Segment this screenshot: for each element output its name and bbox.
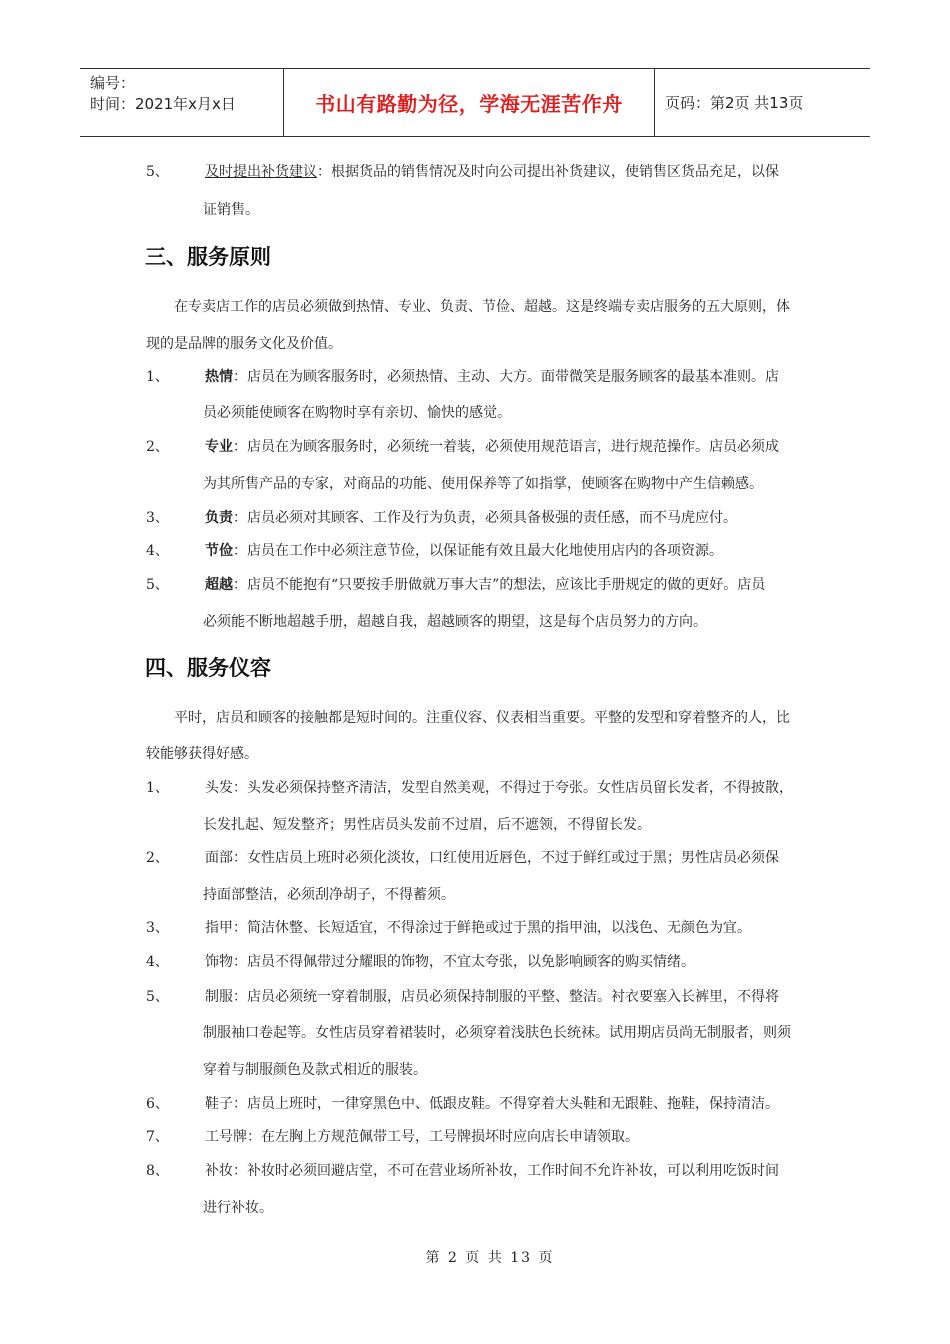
list-term: 节俭 bbox=[205, 543, 233, 559]
list-text: 长发扎起、短发整齐；男性店员头发前不过眉，后不遮领，不得留长发。 bbox=[203, 817, 651, 833]
section-heading: 四、服务仪容 bbox=[145, 656, 271, 680]
list-number: 7、 bbox=[146, 1129, 169, 1145]
list-text: 工号牌：在左胸上方规范佩带工号，工号牌损坏时应向店长申请领取。 bbox=[205, 1129, 639, 1145]
list-number: 3、 bbox=[146, 920, 169, 936]
list-number: 4、 bbox=[146, 543, 169, 559]
paragraph-text: 在专卖店工作的店员必须做到热情、专业、负责、节俭、超越。这是终端专卖店服务的五大原则，体 bbox=[174, 299, 790, 315]
paragraph-text: 平时，店员和顾客的接触都是短时间的。注重仪容、仪表相当重要。平整的发型和穿着整齐的人，比 bbox=[174, 710, 790, 726]
list-text: 穿着与制服颜色及款式相近的服装。 bbox=[203, 1062, 427, 1078]
list-text: 为其所售产品的专家，对商品的功能、使用保养等了如指掌，使顾客在购物中产生信赖感。 bbox=[203, 476, 763, 492]
list-text: ：店员在为顾客服务时，必须热情、主动、大方。面带微笑是服务顾客的最基本准则。店 bbox=[233, 369, 779, 385]
list-term: 负责 bbox=[205, 510, 233, 526]
list-term: 专业 bbox=[205, 439, 233, 455]
list-text: 补妆：补妆时必须回避店堂，不可在营业场所补妆，工作时间不允许补妆，可以利用吃饭时间 bbox=[205, 1163, 779, 1179]
list-number: 8、 bbox=[146, 1163, 169, 1179]
list-number: 5、 bbox=[146, 989, 169, 1005]
list-text: 持面部整洁，必须刮净胡子，不得蓄须。 bbox=[203, 887, 455, 903]
list-number: 2、 bbox=[146, 439, 169, 455]
list-number: 4、 bbox=[146, 954, 169, 970]
list-text: 鞋子：店员上班时，一律穿黑色中、低跟皮鞋。不得穿着大头鞋和无跟鞋、拖鞋，保持清洁。 bbox=[205, 1096, 779, 1112]
page-footer: 第 2 页 共 13 页 bbox=[425, 1250, 555, 1266]
list-text: 面部：女性店员上班时必须化淡妆，口红使用近唇色，不过于鲜红或过于黑；男性店员必须保 bbox=[205, 850, 779, 866]
document-number-label: 编号： bbox=[90, 74, 136, 92]
list-text: ：店员必须对其顾客、工作及行为负责，必须具备极强的责任感，而不马虎应付。 bbox=[233, 510, 737, 526]
list-text: 必须能不断地超越手册，超越自我，超越顾客的期望，这是每个店员努力的方向。 bbox=[203, 614, 707, 630]
list-text: ：店员在工作中必须注意节俭，以保证能有效且最大化地使用店内的各项资源。 bbox=[233, 543, 723, 559]
list-text: ：店员不能抱有“只要按手册做就万事大吉”的想法，应该比手册规定的做的更好。店员 bbox=[233, 577, 766, 593]
list-text: 制服：店员必须统一穿着制服，店员必须保持制服的平整、整洁。衬衣要塞入长裤里，不得将 bbox=[205, 989, 779, 1005]
header-motto: 书山有路勤为径，学海无涯苦作舟 bbox=[283, 69, 655, 136]
section-heading: 三、服务原则 bbox=[145, 245, 271, 269]
list-text: ：店员在为顾客服务时，必须统一着装，必须使用规范语言，进行规范操作。店员必须成 bbox=[233, 439, 779, 455]
page-header bbox=[80, 68, 870, 137]
header-page-number: 页码：第2页 共13页 bbox=[665, 94, 804, 112]
list-text: ：根据货品的销售情况及时向公司提出补货建议，使销售区货品充足，以保 bbox=[317, 164, 779, 180]
list-text: 指甲：简洁休整、长短适宜，不得涂过于鲜艳或过于黑的指甲油，以浅色、无颜色为宜。 bbox=[205, 920, 751, 936]
list-text: 头发：头发必须保持整齐清洁，发型自然美观，不得过于夸张。女性店员留长发者，不得披散， bbox=[205, 780, 793, 796]
list-number: 3、 bbox=[146, 510, 169, 526]
list-term: 热情 bbox=[205, 369, 233, 385]
list-text: 证销售。 bbox=[203, 202, 259, 218]
list-text: 员必须能使顾客在购物时享有亲切、愉快的感觉。 bbox=[203, 405, 511, 421]
list-number: 2、 bbox=[146, 850, 169, 866]
list-number: 6、 bbox=[146, 1096, 169, 1112]
list-number: 5、 bbox=[146, 164, 169, 180]
list-number: 5、 bbox=[146, 577, 169, 593]
list-text: 进行补妆。 bbox=[203, 1200, 273, 1216]
list-term: 及时提出补货建议 bbox=[205, 164, 317, 180]
paragraph-text: 现的是品牌的服务文化及价值。 bbox=[146, 336, 342, 352]
document-date-label: 时间：2021年x月x日 bbox=[90, 95, 236, 113]
paragraph-text: 较能够获得好感。 bbox=[146, 746, 258, 762]
header-meta-cell bbox=[80, 69, 283, 136]
list-text: 制服袖口卷起等。女性店员穿着裙装时，必须穿着浅肤色长统袜。试用期店员尚无制服者，则须 bbox=[203, 1025, 791, 1041]
list-number: 1、 bbox=[146, 780, 169, 796]
list-number: 1、 bbox=[146, 369, 169, 385]
list-text: 饰物：店员不得佩带过分耀眼的饰物，不宜太夸张，以免影响顾客的购买情绪。 bbox=[205, 954, 695, 970]
list-term: 超越 bbox=[205, 577, 233, 593]
